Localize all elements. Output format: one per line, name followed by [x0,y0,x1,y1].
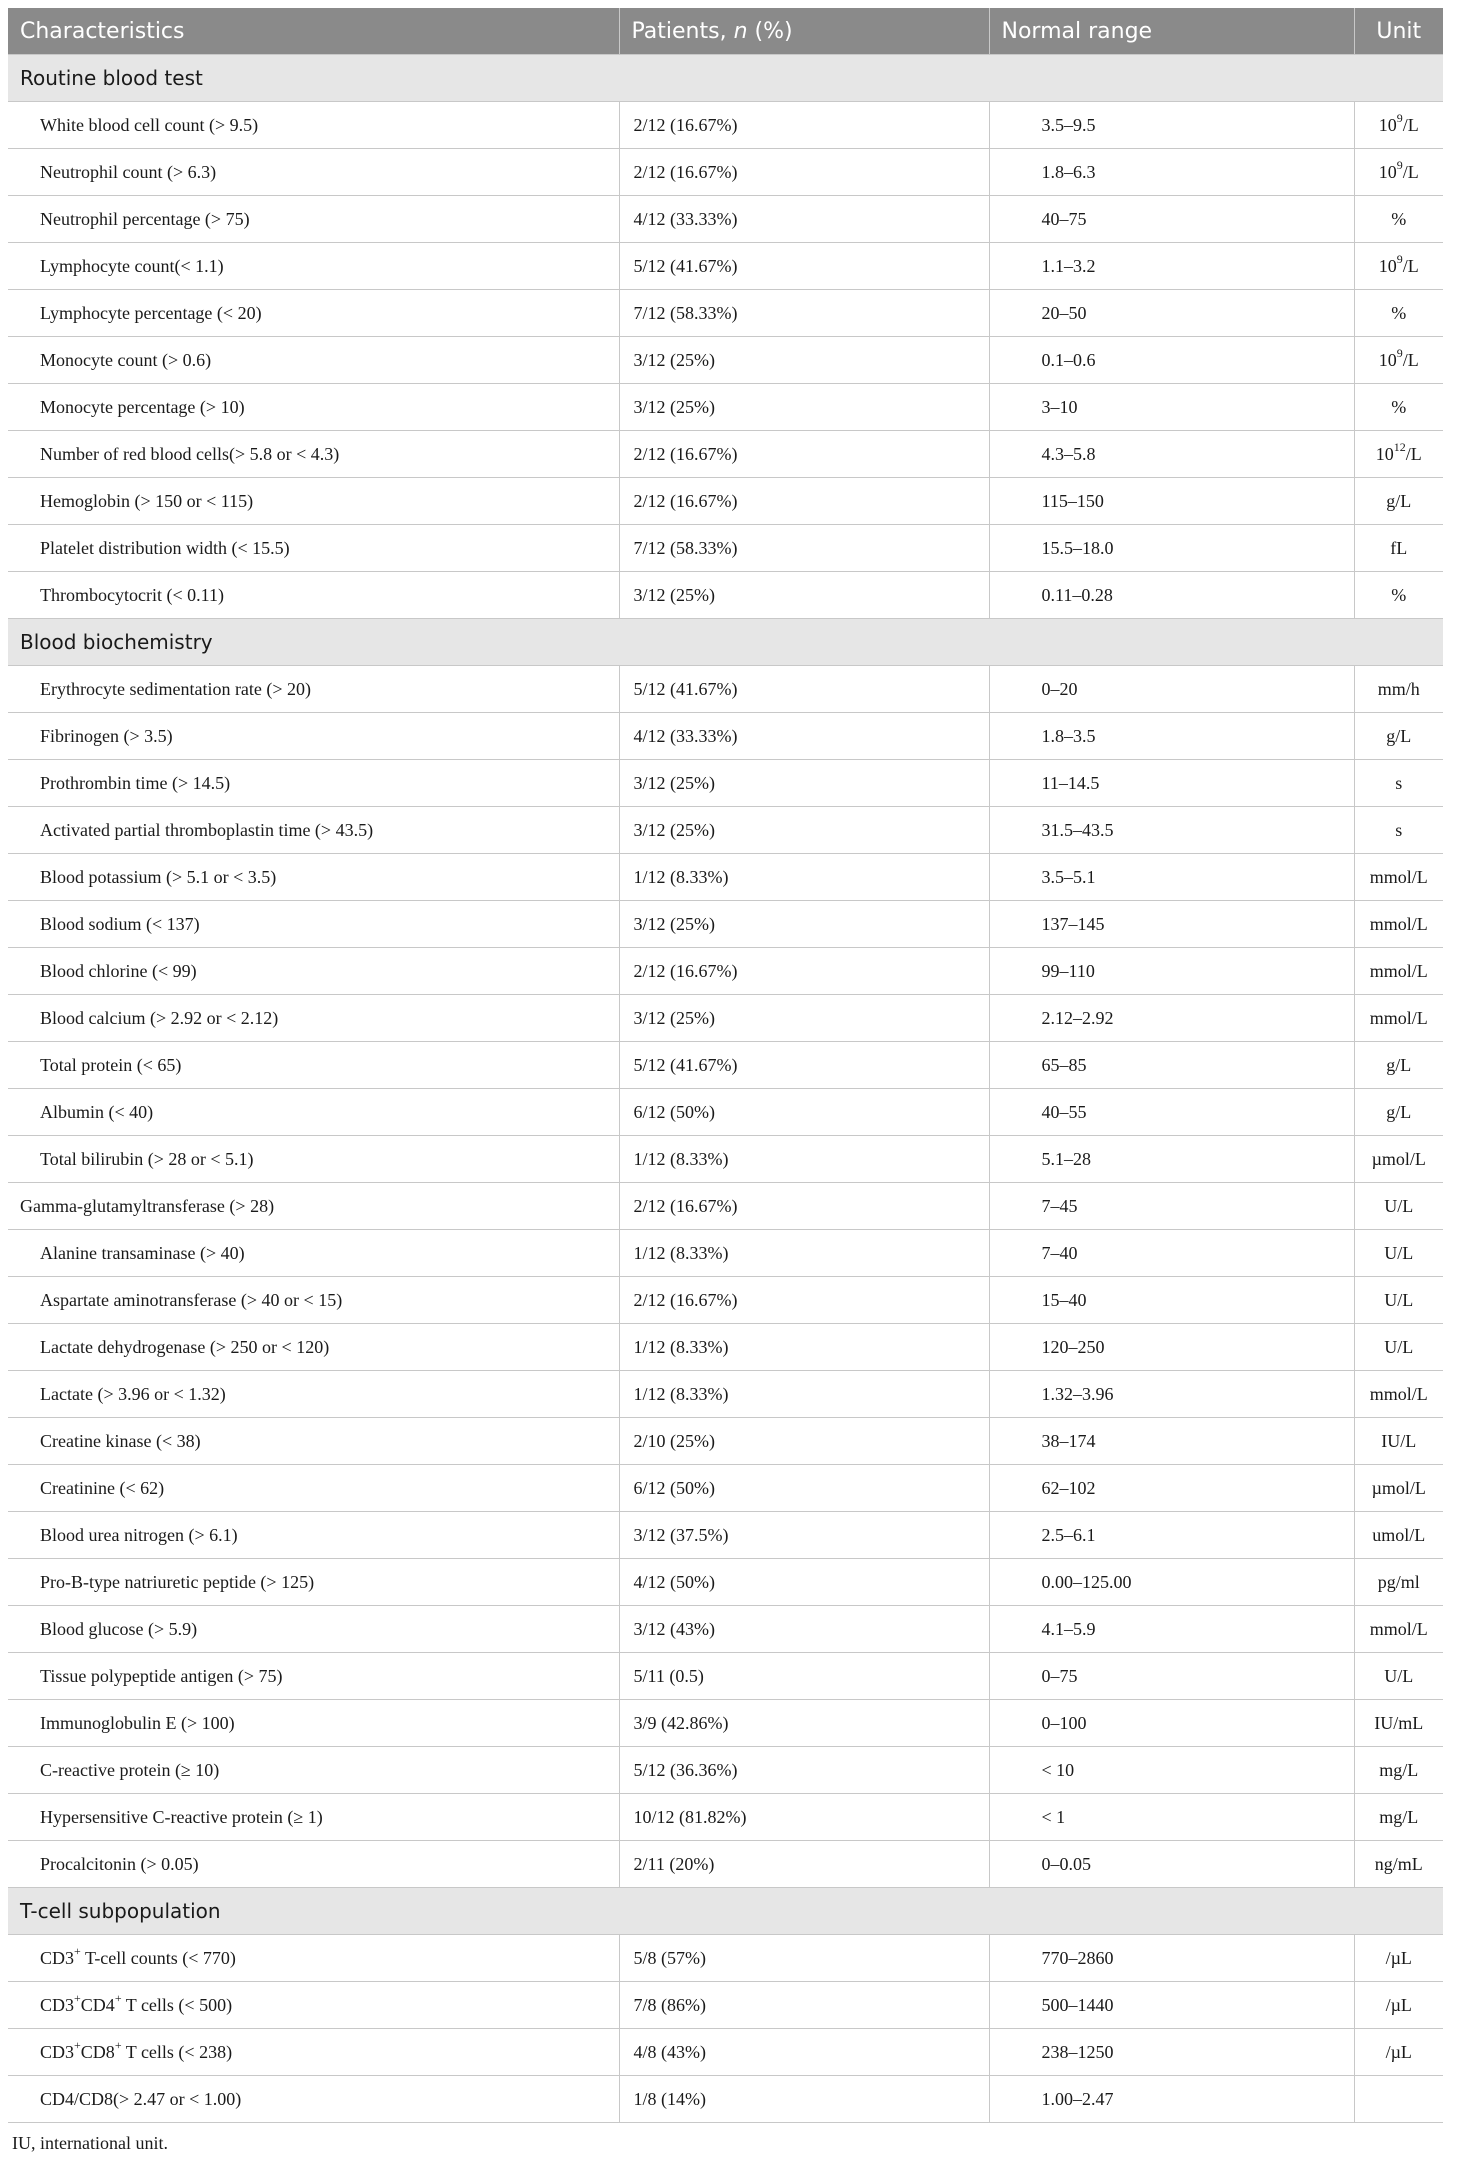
unit-tail: /L [1402,114,1419,135]
cell-patients: 2/11 (20%) [619,1841,989,1888]
cell-normal-range: 0.00–125.00 [989,1559,1354,1606]
table-row [8,1136,1443,1183]
unit-base: s [1395,819,1403,840]
cell-normal-range: 40–55 [989,1089,1354,1136]
cell-patients: 3/12 (25%) [619,760,989,807]
cell-normal-range: 5.1–28 [989,1136,1354,1183]
cell-unit [1354,1277,1443,1324]
unit-base: U/L [1384,1665,1414,1686]
unit-base: 10 [1378,114,1397,135]
cell-normal-range: 20–50 [989,290,1354,337]
table-row [8,243,1443,290]
cell-characteristic: Erythrocyte sedimentation rate (> 20) [8,666,619,713]
cell-normal-range: 3.5–9.5 [989,102,1354,149]
cell-unit [1354,431,1443,478]
unit-base: umol/L [1372,1524,1426,1545]
cell-unit [1354,1136,1443,1183]
cell-characteristic: Creatine kinase (< 38) [8,1418,619,1465]
cell-patients: 1/8 (14%) [619,2076,989,2123]
table-row [8,1418,1443,1465]
cell-normal-range: 0–0.05 [989,1841,1354,1888]
cell-characteristic: Total bilirubin (> 28 or < 5.1) [8,1136,619,1183]
name-text: T cells (< 500) [121,1994,233,2015]
cell-unit [1354,478,1443,525]
table-row [8,901,1443,948]
table-row [8,1042,1443,1089]
table-row [8,1371,1443,1418]
unit-base: mmol/L [1369,1007,1428,1028]
table-row [8,666,1443,713]
unit-exponent: 9 [1396,157,1403,172]
unit-base: mmol/L [1369,960,1428,981]
cell-unit [1354,854,1443,901]
cell-patients: 3/12 (37.5%) [619,1512,989,1559]
table-row [8,1841,1443,1888]
cell-characteristic: Lymphocyte percentage (< 20) [8,290,619,337]
cell-normal-range: < 1 [989,1794,1354,1841]
section-row [8,619,1443,666]
cell-unit [1354,1230,1443,1277]
cell-patients: 2/10 (25%) [619,1418,989,1465]
unit-base: mg/L [1379,1806,1419,1827]
cell-patients: 4/8 (43%) [619,2029,989,2076]
unit-base: U/L [1384,1336,1414,1357]
table-row [8,525,1443,572]
unit-base: mm/h [1377,678,1420,699]
table-row [8,290,1443,337]
name-text: T-cell counts (< 770) [80,1947,236,1968]
cell-normal-range: 0–20 [989,666,1354,713]
unit-base: 10 [1375,443,1394,464]
table-row [8,1465,1443,1512]
cell-normal-range: 4.3–5.8 [989,431,1354,478]
table-row [8,102,1443,149]
section-row [8,55,1443,102]
name-text: CD3 [40,1994,75,2015]
cell-unit [1354,1512,1443,1559]
results-table-container [8,8,1443,2154]
cell-characteristic [8,1982,619,2029]
unit-base: mmol/L [1369,1618,1428,1639]
section-row [8,1888,1443,1935]
cell-unit [1354,1559,1443,1606]
cell-normal-range: 2.5–6.1 [989,1512,1354,1559]
unit-base: 10 [1378,349,1397,370]
cell-normal-range: 15–40 [989,1277,1354,1324]
cell-patients: 1/12 (8.33%) [619,1230,989,1277]
lab-results-table [8,8,1443,2123]
unit-exponent: 9 [1396,110,1403,125]
cell-patients: 3/12 (25%) [619,807,989,854]
table-row [8,384,1443,431]
unit-base: 10 [1378,161,1397,182]
unit-base: % [1391,208,1407,229]
table-row [8,1324,1443,1371]
table-row [8,2076,1443,2123]
cell-normal-range: 0.1–0.6 [989,337,1354,384]
cell-unit [1354,948,1443,995]
cell-normal-range: 1.8–3.5 [989,713,1354,760]
cell-normal-range: 1.1–3.2 [989,243,1354,290]
unit-base: mg/L [1379,1759,1419,1780]
cell-patients: 5/12 (41.67%) [619,1042,989,1089]
table-row [8,1935,1443,1982]
unit-exponent: 9 [1396,345,1403,360]
table-row [8,760,1443,807]
table-row [8,337,1443,384]
cell-patients: 1/12 (8.33%) [619,1136,989,1183]
cell-normal-range: 137–145 [989,901,1354,948]
cell-patients: 3/12 (25%) [619,572,989,619]
cell-characteristic: Neutrophil count (> 6.3) [8,149,619,196]
cell-patients: 7/8 (86%) [619,1982,989,2029]
cell-patients: 4/12 (33.33%) [619,196,989,243]
cell-characteristic: Monocyte count (> 0.6) [8,337,619,384]
cell-characteristic: Creatinine (< 62) [8,1465,619,1512]
cell-patients: 2/12 (16.67%) [619,948,989,995]
cell-patients: 5/8 (57%) [619,1935,989,1982]
cell-characteristic: Procalcitonin (> 0.05) [8,1841,619,1888]
cell-patients: 5/11 (0.5) [619,1653,989,1700]
cell-normal-range: 4.1–5.9 [989,1606,1354,1653]
unit-base: /µL [1385,1947,1412,1968]
cell-characteristic: Blood sodium (< 137) [8,901,619,948]
table-row [8,1794,1443,1841]
cell-characteristic: Lactate dehydrogenase (> 250 or < 120) [8,1324,619,1371]
cell-patients: 6/12 (50%) [619,1089,989,1136]
cell-characteristic: Fibrinogen (> 3.5) [8,713,619,760]
name-superscript: + [74,1943,81,1958]
cell-patients: 2/12 (16.67%) [619,149,989,196]
name-text: CD3 [40,2041,75,2062]
table-row [8,854,1443,901]
cell-unit [1354,384,1443,431]
cell-unit [1354,1371,1443,1418]
table-row [8,1512,1443,1559]
cell-unit [1354,1841,1443,1888]
cell-normal-range: 11–14.5 [989,760,1354,807]
cell-patients: 6/12 (50%) [619,1465,989,1512]
table-body [8,55,1443,2123]
unit-tail: /L [1402,349,1419,370]
cell-characteristic: Platelet distribution width (< 15.5) [8,525,619,572]
header-patients [619,8,989,55]
unit-base: % [1391,584,1407,605]
cell-patients: 2/12 (16.67%) [619,1277,989,1324]
cell-normal-range: 40–75 [989,196,1354,243]
table-row [8,1982,1443,2029]
unit-base: mmol/L [1369,866,1428,887]
cell-normal-range: 500–1440 [989,1982,1354,2029]
cell-patients: 3/12 (25%) [619,384,989,431]
cell-unit [1354,102,1443,149]
cell-characteristic: Blood urea nitrogen (> 6.1) [8,1512,619,1559]
table-row [8,1700,1443,1747]
cell-patients: 7/12 (58.33%) [619,290,989,337]
cell-normal-range: 0.11–0.28 [989,572,1354,619]
unit-base: µmol/L [1371,1477,1426,1498]
cell-characteristic: Hypersensitive C-reactive protein (≥ 1) [8,1794,619,1841]
header-normal-range: Normal range [989,8,1354,55]
unit-base: ng/mL [1374,1853,1423,1874]
cell-patients: 5/12 (41.67%) [619,243,989,290]
cell-unit [1354,666,1443,713]
cell-unit [1354,1465,1443,1512]
cell-unit [1354,1653,1443,1700]
cell-patients: 5/12 (41.67%) [619,666,989,713]
cell-patients: 2/12 (16.67%) [619,478,989,525]
cell-characteristic: Blood calcium (> 2.92 or < 2.12) [8,995,619,1042]
unit-base: IU/mL [1374,1712,1424,1733]
cell-unit [1354,995,1443,1042]
cell-characteristic: Blood chlorine (< 99) [8,948,619,995]
cell-normal-range: 2.12–2.92 [989,995,1354,1042]
cell-characteristic: Lactate (> 3.96 or < 1.32) [8,1371,619,1418]
cell-characteristic: White blood cell count (> 9.5) [8,102,619,149]
cell-patients: 3/12 (25%) [619,337,989,384]
cell-normal-range: 115–150 [989,478,1354,525]
cell-unit [1354,525,1443,572]
unit-base: g/L [1386,725,1412,746]
unit-tail: /L [1402,255,1419,276]
cell-normal-range: 38–174 [989,1418,1354,1465]
unit-base: fL [1390,537,1408,558]
cell-normal-range: 7–40 [989,1230,1354,1277]
cell-patients: 5/12 (36.36%) [619,1747,989,1794]
table-row [8,1277,1443,1324]
table-row [8,572,1443,619]
cell-unit [1354,1042,1443,1089]
header-unit: Unit [1354,8,1443,55]
cell-normal-range: 7–45 [989,1183,1354,1230]
table-footnote: IU, international unit. [12,2133,168,2153]
cell-normal-range: 15.5–18.0 [989,525,1354,572]
table-row [8,995,1443,1042]
section-title: Blood biochemistry [8,619,1443,666]
cell-unit [1354,1183,1443,1230]
header-patients-n: n [733,18,748,44]
table-header-row [8,8,1443,55]
cell-characteristic: C-reactive protein (≥ 10) [8,1747,619,1794]
cell-unit [1354,243,1443,290]
cell-unit [1354,2076,1443,2123]
cell-patients: 3/9 (42.86%) [619,1700,989,1747]
cell-patients: 2/12 (16.67%) [619,102,989,149]
unit-base: U/L [1384,1242,1414,1263]
unit-base: g/L [1386,1101,1412,1122]
cell-characteristic: Alanine transaminase (> 40) [8,1230,619,1277]
cell-characteristic: Blood glucose (> 5.9) [8,1606,619,1653]
name-text: CD3 [40,1947,75,1968]
section-title: T-cell subpopulation [8,1888,1443,1935]
unit-exponent: 12 [1393,439,1406,454]
cell-unit [1354,2029,1443,2076]
cell-characteristic: Total protein (< 65) [8,1042,619,1089]
cell-unit [1354,713,1443,760]
cell-patients: 4/12 (50%) [619,1559,989,1606]
unit-base: U/L [1384,1195,1414,1216]
cell-patients: 2/12 (16.67%) [619,1183,989,1230]
cell-characteristic: Hemoglobin (> 150 or < 115) [8,478,619,525]
cell-characteristic: Blood potassium (> 5.1 or < 3.5) [8,854,619,901]
cell-patients: 3/12 (25%) [619,995,989,1042]
unit-tail: /L [1402,161,1419,182]
unit-base: pg/ml [1377,1571,1420,1592]
unit-base: /µL [1385,2041,1412,2062]
unit-base: g/L [1386,490,1412,511]
cell-normal-range: < 10 [989,1747,1354,1794]
table-row [8,1089,1443,1136]
cell-unit [1354,1606,1443,1653]
name-superscript: + [114,2037,122,2052]
section-title: Routine blood test [8,55,1443,102]
cell-characteristic: Thrombocytocrit (< 0.11) [8,572,619,619]
unit-exponent: 9 [1396,251,1403,266]
name-superscript: + [74,2037,81,2052]
cell-unit [1354,572,1443,619]
cell-characteristic: CD4/CD8(> 2.47 or < 1.00) [8,2076,619,2123]
cell-patients: 3/12 (43%) [619,1606,989,1653]
cell-characteristic: Tissue polypeptide antigen (> 75) [8,1653,619,1700]
cell-characteristic: Immunoglobulin E (> 100) [8,1700,619,1747]
table-row [8,807,1443,854]
name-text: CD4 [80,1994,115,2015]
cell-characteristic [8,1935,619,1982]
cell-unit [1354,337,1443,384]
cell-normal-range: 65–85 [989,1042,1354,1089]
cell-patients: 7/12 (58.33%) [619,525,989,572]
name-superscript: + [74,1990,81,2005]
name-superscript: + [114,1990,122,2005]
cell-normal-range: 1.00–2.47 [989,2076,1354,2123]
table-row [8,1747,1443,1794]
cell-normal-range: 99–110 [989,948,1354,995]
unit-base: IU/L [1381,1430,1417,1451]
header-patients-suffix: (%) [747,18,793,44]
header-patients-prefix: Patients, [631,18,734,44]
cell-patients: 4/12 (33.33%) [619,713,989,760]
cell-unit [1354,760,1443,807]
cell-unit [1354,901,1443,948]
cell-unit [1354,807,1443,854]
cell-characteristic: Gamma-glutamyltransferase (> 28) [8,1183,619,1230]
header-characteristics: Characteristics [8,8,619,55]
cell-unit [1354,1700,1443,1747]
table-row [8,713,1443,760]
table-row [8,431,1443,478]
cell-characteristic: Lymphocyte count(< 1.1) [8,243,619,290]
cell-normal-range: 31.5–43.5 [989,807,1354,854]
unit-base: µmol/L [1371,1148,1426,1169]
table-row [8,1183,1443,1230]
cell-unit [1354,196,1443,243]
table-row [8,149,1443,196]
cell-normal-range: 62–102 [989,1465,1354,1512]
cell-normal-range: 0–75 [989,1653,1354,1700]
cell-unit [1354,1418,1443,1465]
cell-characteristic: Monocyte percentage (> 10) [8,384,619,431]
cell-patients: 1/12 (8.33%) [619,854,989,901]
cell-characteristic: Neutrophil percentage (> 75) [8,196,619,243]
unit-tail: /L [1405,443,1422,464]
cell-characteristic: Number of red blood cells(> 5.8 or < 4.3) [8,431,619,478]
cell-normal-range: 238–1250 [989,2029,1354,2076]
unit-base: U/L [1384,1289,1414,1310]
cell-normal-range: 0–100 [989,1700,1354,1747]
cell-unit [1354,1794,1443,1841]
cell-patients: 1/12 (8.33%) [619,1324,989,1371]
cell-patients: 1/12 (8.33%) [619,1371,989,1418]
cell-normal-range: 770–2860 [989,1935,1354,1982]
unit-base: mmol/L [1369,913,1428,934]
unit-base: g/L [1386,1054,1412,1075]
table-row [8,1653,1443,1700]
cell-unit [1354,1935,1443,1982]
cell-normal-range: 3.5–5.1 [989,854,1354,901]
cell-characteristic: Pro-B-type natriuretic peptide (> 125) [8,1559,619,1606]
name-text: T cells (< 238) [121,2041,233,2062]
cell-normal-range: 3–10 [989,384,1354,431]
cell-characteristic: Albumin (< 40) [8,1089,619,1136]
cell-unit [1354,1747,1443,1794]
cell-unit [1354,290,1443,337]
table-row [8,478,1443,525]
unit-base: 10 [1378,255,1397,276]
table-row [8,1559,1443,1606]
unit-base: % [1391,396,1407,417]
table-row [8,2029,1443,2076]
cell-normal-range: 1.8–6.3 [989,149,1354,196]
cell-normal-range: 1.32–3.96 [989,1371,1354,1418]
table-row [8,948,1443,995]
cell-patients: 3/12 (25%) [619,901,989,948]
cell-unit [1354,1982,1443,2029]
cell-patients: 10/12 (81.82%) [619,1794,989,1841]
cell-characteristic: Activated partial thromboplastin time (> 43.5) [8,807,619,854]
unit-base: mmol/L [1369,1383,1428,1404]
table-row [8,1230,1443,1277]
unit-base: s [1395,772,1403,793]
name-text: CD8 [80,2041,115,2062]
cell-patients: 2/12 (16.67%) [619,431,989,478]
cell-characteristic: Prothrombin time (> 14.5) [8,760,619,807]
cell-normal-range: 120–250 [989,1324,1354,1371]
cell-unit [1354,149,1443,196]
cell-unit [1354,1089,1443,1136]
unit-base: % [1391,302,1407,323]
cell-characteristic [8,2029,619,2076]
table-row [8,196,1443,243]
unit-base: /µL [1385,1994,1412,2015]
cell-characteristic: Aspartate aminotransferase (> 40 or < 15) [8,1277,619,1324]
cell-unit [1354,1324,1443,1371]
table-row [8,1606,1443,1653]
